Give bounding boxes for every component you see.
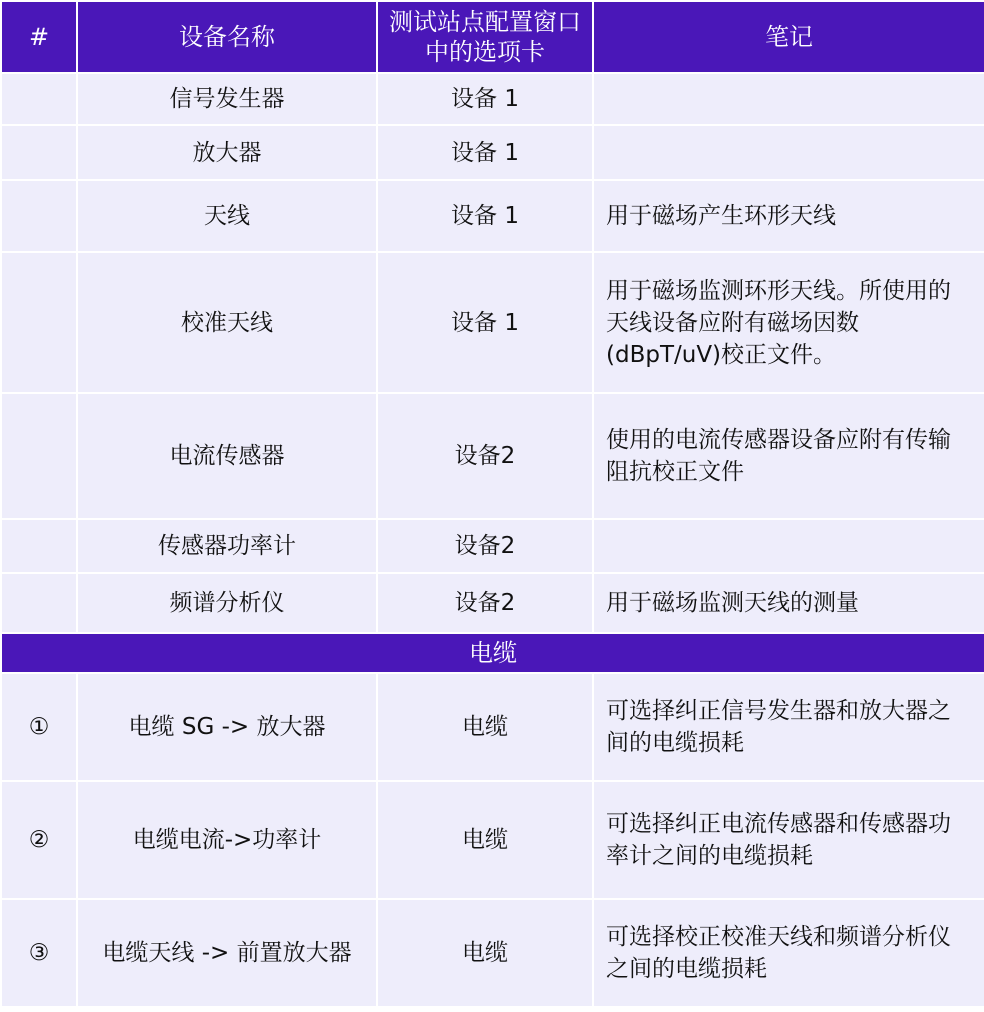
header-row (1, 1, 984, 73)
table-row (1, 393, 984, 519)
device-name: 电缆电流->功率计 (77, 781, 377, 899)
header-device-name: 设备名称 (77, 1, 377, 73)
row-num (1, 519, 77, 573)
config-tab: 设备 1 (377, 73, 593, 125)
row-num (1, 393, 77, 519)
table-row (1, 180, 984, 252)
header-num: # (1, 1, 77, 73)
device-name: 电缆 SG -> 放大器 (77, 673, 377, 781)
table-row (1, 573, 984, 633)
table-row (1, 673, 984, 781)
section-title-cables: 电缆 (1, 633, 984, 673)
row-num: ② (1, 781, 77, 899)
note: 使用的电流传感器设备应附有传输阻抗校正文件 (593, 393, 984, 519)
config-tab: 电缆 (377, 673, 593, 781)
table-row (1, 781, 984, 899)
row-num (1, 180, 77, 252)
device-name: 传感器功率计 (77, 519, 377, 573)
device-name: 放大器 (77, 125, 377, 180)
row-num (1, 252, 77, 393)
row-num: ① (1, 673, 77, 781)
note: 用于磁场监测天线的测量 (593, 573, 984, 633)
device-name: 频谱分析仪 (77, 573, 377, 633)
section-row (1, 633, 984, 673)
note: 用于磁场产生环形天线 (593, 180, 984, 252)
config-tab: 设备 1 (377, 125, 593, 180)
table-row (1, 252, 984, 393)
device-name: 天线 (77, 180, 377, 252)
device-name: 校准天线 (77, 252, 377, 393)
note: 用于磁场监测环形天线。所使用的天线设备应附有磁场因数(dBpT/uV)校正文件。 (593, 252, 984, 393)
config-tab: 设备2 (377, 393, 593, 519)
device-name: 电流传感器 (77, 393, 377, 519)
table-row (1, 125, 984, 180)
header-notes: 笔记 (593, 1, 984, 73)
header-config-tab: 测试站点配置窗口中的选项卡 (377, 1, 593, 73)
config-tab: 设备2 (377, 519, 593, 573)
config-tab: 设备 1 (377, 252, 593, 393)
note (593, 519, 984, 573)
table-row (1, 899, 984, 1007)
config-tab: 设备 1 (377, 180, 593, 252)
row-num: ③ (1, 899, 77, 1007)
row-num (1, 125, 77, 180)
table-row (1, 73, 984, 125)
note: 可选择纠正信号发生器和放大器之间的电缆损耗 (593, 673, 984, 781)
config-tab: 电缆 (377, 899, 593, 1007)
config-tab: 电缆 (377, 781, 593, 899)
row-num (1, 73, 77, 125)
table-row (1, 519, 984, 573)
row-num (1, 573, 77, 633)
note (593, 125, 984, 180)
device-name: 电缆天线 -> 前置放大器 (77, 899, 377, 1007)
note (593, 73, 984, 125)
config-tab: 设备2 (377, 573, 593, 633)
note: 可选择纠正电流传感器和传感器功率计之间的电缆损耗 (593, 781, 984, 899)
note: 可选择校正校准天线和频谱分析仪之间的电缆损耗 (593, 899, 984, 1007)
device-name: 信号发生器 (77, 73, 377, 125)
